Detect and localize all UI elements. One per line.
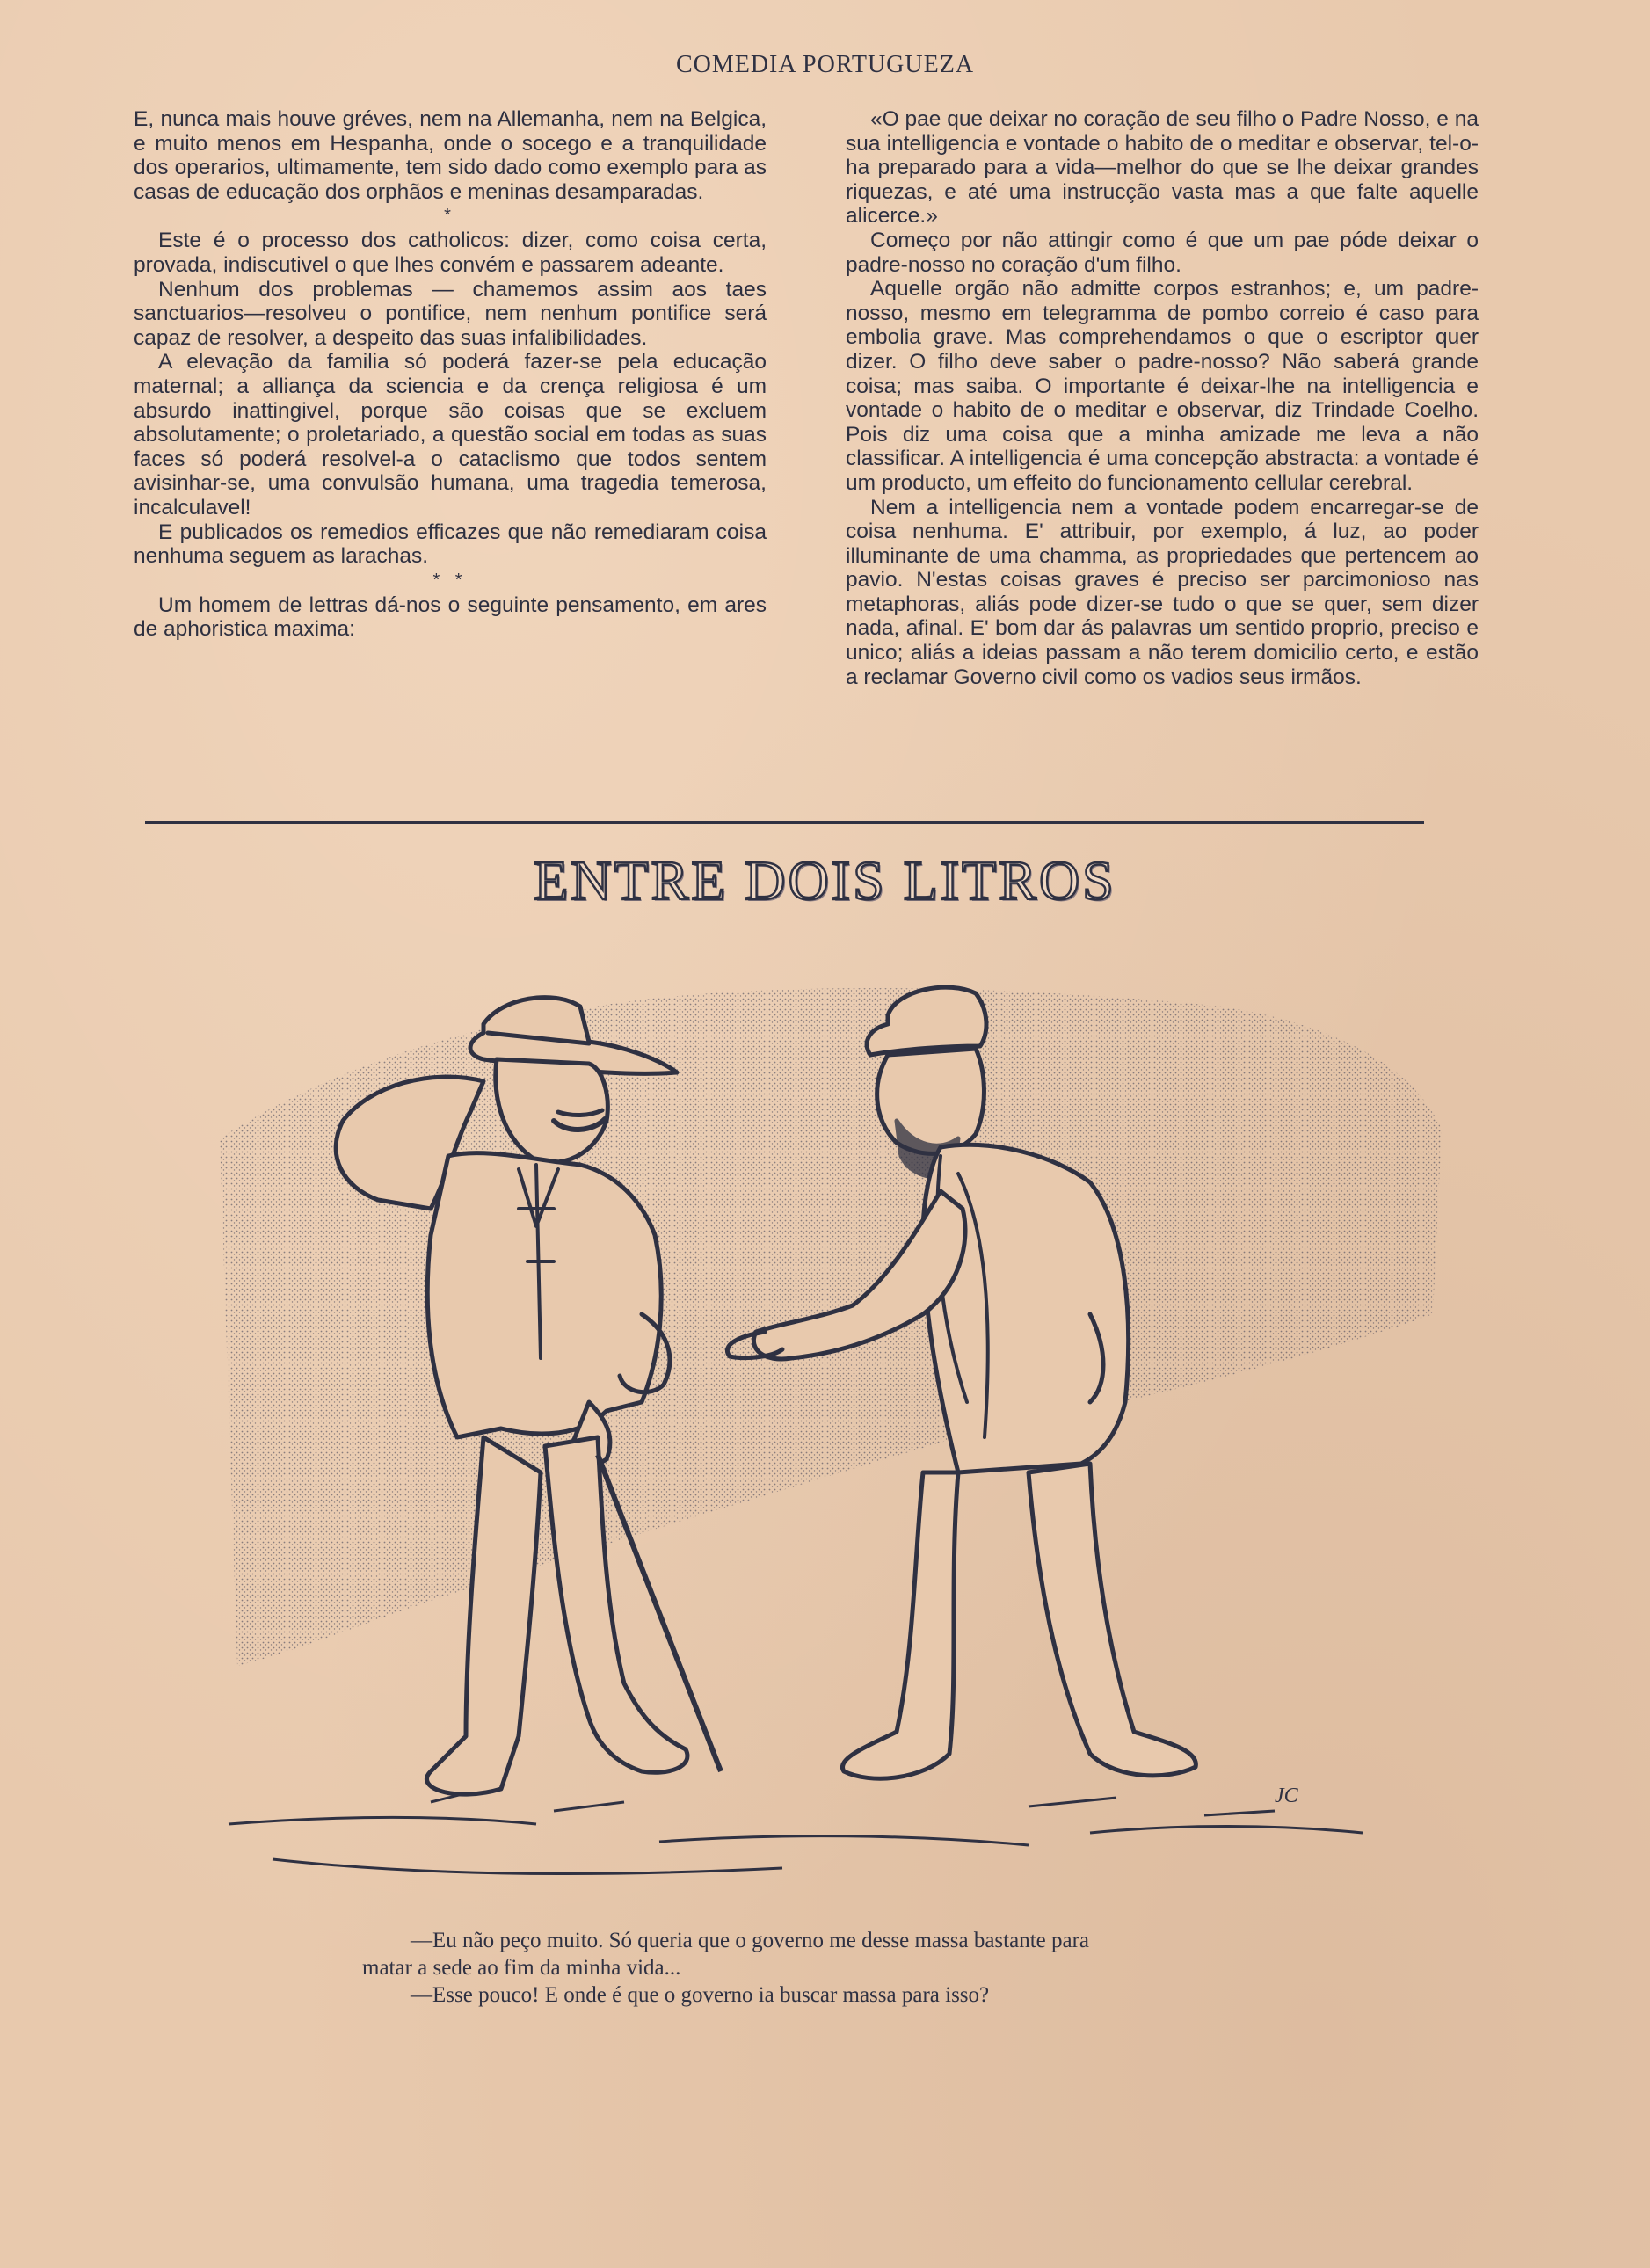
right-column — [846, 107, 1479, 689]
caption-line: —Esse pouco! E onde é que o governo ia buscar massa para isso? — [411, 1983, 990, 2007]
paragraph: Começo por não attingir como é que um pae póde deixar o padre-nosso no coração d'um filho. — [846, 228, 1479, 277]
quote-paragraph: «O pae que deixar no coração de seu filho o Padre Nosso, e na sua intelligencia e vontade o habito de o meditar e observar, tel-o-ha preparado para a vida—melhor do que se lhe deixar grandes riquezas, e até uma instrucção vasta mas a que falte aquelle alicerce.» — [846, 107, 1479, 229]
paragraph: Nem a intelligencia nem a vontade podem encarregar-se de coisa nenhuma. E' attribuir, por exemplo, á luz, ao poder illuminante de uma chamma, as propriedades que pertencem ao pavio. N'estas coisas graves é preciso ser parcimonioso nas metaphoras, aliás pode dizer-se tudo o que se quer, sem dizer nada, afinal. E' bom dar ás palavras um sentido proprio, preciso e unico; aliás a ideias passam a não terem domicilio certo, e estão a reclamar Governo civil como os vadios seus irmãos. — [846, 495, 1479, 689]
section-separator: * — [444, 206, 456, 226]
paragraph: E publicados os remedios efficazes que não remediaram coisa nenhuma seguem as larachas. — [134, 520, 767, 569]
artist-signature: JC — [1275, 1785, 1298, 1807]
paragraph: A elevação da familia só poderá fazer-se pela educação maternal; a alliança da sciencia e da crença religiosa é um absurdo inattingivel, porque são coisas que se excluem absolutamente; o proletariado, a questão social em todas as suas faces só poderá resolvel-a o cataclismo que todos sentem avisinhar-se, uma convulsão humana, uma tragedia temerosa, incalculavel! — [134, 350, 767, 520]
paragraph: Nenhum dos problemas — chamemos assim aos taes sanctuarios—resolveu o pontifice, nem nenhum pontifice será capaz de resolver, a despeito das suas infalibilidades. — [134, 277, 767, 350]
caption-line: matar a sede ao fim da minha vida... — [362, 1956, 681, 1980]
cartoon-illustration — [167, 945, 1486, 1930]
paragraph: Aquelle orgão não admitte corpos estranhos; e, um padre-nosso, mesmo em telegramma de pombo correio é caso para embolia grave. Mas comprehendamos o que o escriptor quer dizer. O filho deve saber o padre-nosso? Não saberá grande coisa; mas saiba. O importante é deixar-lhe na intelligencia e vontade o habito de o meditar e observar, diz Trindade Coelho. Pois diz uma coisa que a minha amizade me leva a não classificar. A intelligencia é uma concepção abstracta: a vontade é um producto, um effeito do funcionamento cellular cerebral. — [846, 277, 1479, 495]
paragraph: Um homem de lettras dá-nos o seguinte pensamento, em ares de aphoristica maxima: — [134, 592, 767, 642]
running-head: COMEDIA PORTUGUEZA — [675, 51, 975, 78]
left-column — [134, 107, 767, 642]
section-separator: * * — [432, 570, 468, 590]
cartoon-caption — [362, 1927, 1294, 2009]
ground-hatching — [229, 1789, 1363, 1874]
caption-line: —Eu não peço muito. Só queria que o governo me desse massa bastante para — [411, 1929, 1089, 1952]
paragraph: Este é o processo dos catholicos: dizer, como coisa certa, provada, indiscutivel o que lhes convém e passarem adeante. — [134, 229, 767, 277]
section-divider — [145, 821, 1424, 824]
cartoon-title: ENTRE DOIS LITROS — [534, 849, 1116, 912]
paragraph: E, nunca mais houve gréves, nem na Allemanha, nem na Belgica, e muito menos em Hespanha, onde o socego e a tranquilidade dos operarios, ultimamente, tem sido dado como exemplo para as casas de educação dos orphãos e meninas desamparadas. — [134, 107, 767, 204]
